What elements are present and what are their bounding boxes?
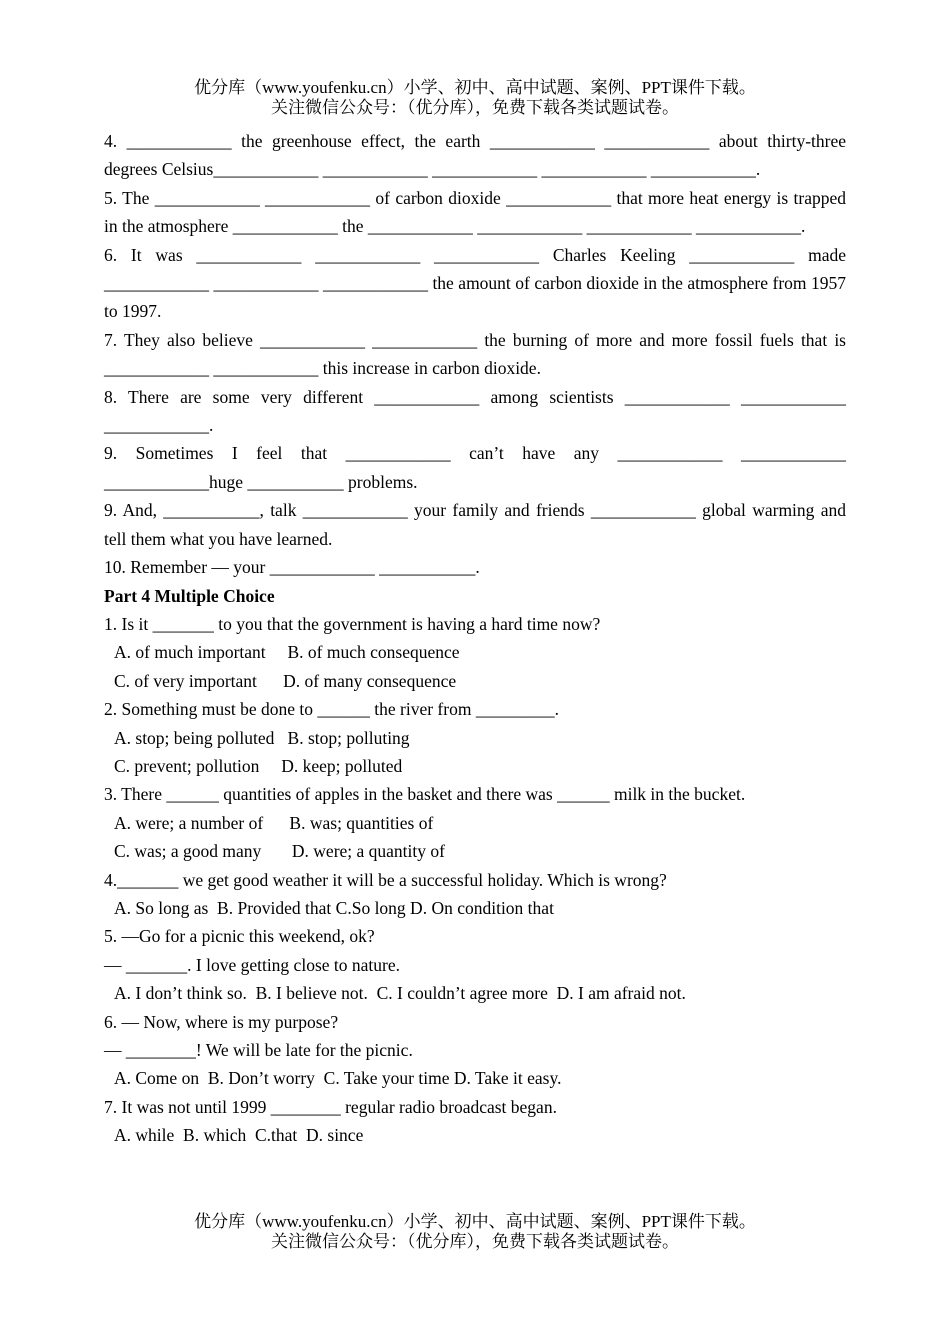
header-line-1: 优分库（www.youfenku.cn）小学、初中、高中试题、案例、PPT课件下载。 [194, 78, 756, 97]
question-line: — _______. I love getting close to nature. [104, 954, 400, 975]
question-line: 2. Something must be done to ______ the river from _________. [104, 699, 559, 720]
question-line: 3. There ______ quantities of apples in the basket and there was ______ milk in the bucket. [104, 784, 746, 805]
answer-options: A. while B. which C.that D. since [114, 1125, 364, 1146]
answer-options: A. I don’t think so. B. I believe not. C. I couldn’t agree more D. I am afraid not. [114, 983, 686, 1004]
footer-line-2: 关注微信公众号：（优分库），免费下载各类试题试卷。 [271, 1232, 679, 1251]
answer-options: A. of much important B. of much consequence [114, 642, 460, 663]
answer-options: A. stop; being polluted B. stop; polluting [114, 727, 410, 748]
question-9b: 9. And, ___________, talk ____________ your family and friends ____________ global warming and tell them what you have learned. [104, 500, 846, 549]
answer-options: A. were; a number of B. was; quantities of [114, 812, 434, 833]
multiple-choice-section [104, 610, 846, 1150]
question-10: 10. Remember — your ____________ ___________. [104, 557, 480, 578]
answer-options: C. was; a good many D. were; a quantity of [114, 841, 445, 862]
question-8: 8. There are some very different ____________ among scientists ____________ ____________ ____________. [104, 386, 846, 436]
answer-options: C. prevent; pollution D. keep; polluted [114, 755, 403, 776]
question-6: 6. It was ____________ ____________ ____________ Charles Keeling ____________ made ____________ ____________ ____________ the amount of carbon dioxide in the atmosphere from 1957 to 1997. [104, 244, 846, 322]
part4-heading: Part 4 Multiple Choice [104, 585, 275, 606]
question-9a: 9. Sometimes I feel that ____________ can’t have any ____________ ____________ ____________huge ___________ problems. [104, 443, 846, 492]
page-header [0, 78, 950, 118]
footer-line-1: 优分库（www.youfenku.cn）小学、初中、高中试题、案例、PPT课件下载。 [194, 1212, 756, 1231]
question-7: 7. They also believe ____________ ____________ the burning of more and more fossil fuels that is ____________ ____________ this increase in carbon dioxide. [104, 329, 846, 379]
answer-options: A. So long as B. Provided that C.So long D. On condition that [114, 897, 554, 918]
question-line: 5. —Go for a picnic this weekend, ok? [104, 926, 375, 947]
header-line-2: 关注微信公众号：（优分库），免费下载各类试题试卷。 [271, 98, 679, 117]
question-5: 5. The ____________ ____________ of carbon dioxide ____________ that more heat energy is trapped in the atmosphere ____________ the ____________ ____________ ____________ ____________. [104, 187, 846, 237]
question-line: 4._______ we get good weather it will be a successful holiday. Which is wrong? [104, 869, 667, 890]
answer-options: C. of very important D. of many consequence [114, 670, 457, 691]
question-line: 7. It was not until 1999 ________ regular radio broadcast began. [104, 1096, 557, 1117]
document-body [104, 127, 846, 1150]
answer-options: A. Come on B. Don’t worry C. Take your time D. Take it easy. [114, 1068, 562, 1089]
question-line: 6. — Now, where is my purpose? [104, 1011, 339, 1032]
page-footer [0, 1212, 950, 1252]
question-4: 4. ____________ the greenhouse effect, the earth ____________ ____________ about thirty-three degrees Celsius____________ ____________ ____________ ____________ ____________. [104, 131, 846, 180]
question-line: 1. Is it _______ to you that the government is having a hard time now? [104, 613, 601, 634]
question-line: — ________! We will be late for the picnic. [104, 1040, 413, 1060]
